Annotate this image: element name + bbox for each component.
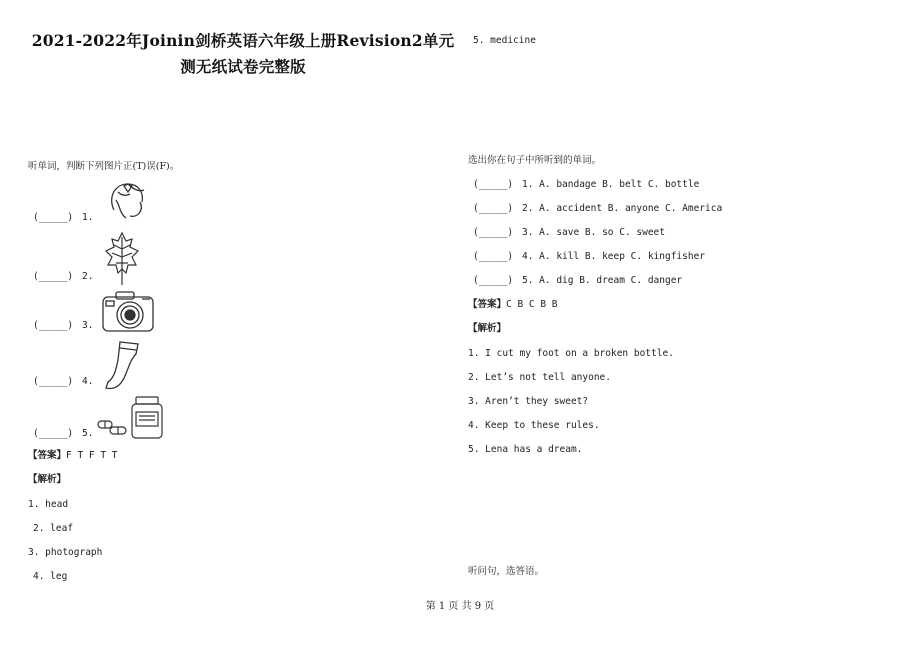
section-instruction: 选出你在句子中所听到的单词。 bbox=[468, 155, 602, 166]
question-text: 5. A. dig B. dream C. danger bbox=[522, 275, 683, 286]
analysis-line: 5. Lena has a dream. bbox=[468, 444, 583, 455]
document-title bbox=[28, 28, 458, 80]
answer-blank[interactable]: (_____) bbox=[33, 271, 74, 282]
analysis-label: 【解析】 bbox=[468, 323, 507, 334]
head-picture bbox=[104, 180, 148, 222]
answer-label: 【答案】 bbox=[468, 299, 507, 310]
question-text: 3. A. save B. so C. sweet bbox=[522, 227, 665, 238]
camera-picture bbox=[100, 289, 156, 335]
answer-text: F T F T T bbox=[66, 450, 118, 461]
answer-blank[interactable]: (_____) bbox=[33, 212, 74, 223]
item-number: 2. bbox=[82, 271, 94, 282]
answer-blank[interactable]: (_____) bbox=[473, 275, 514, 286]
title-line-1: 2021-2022年Joinin剑桥英语六年级上册Revision2单元 bbox=[31, 31, 455, 50]
section-instruction: 听单词，判断下列图片正(T)误(F)。 bbox=[28, 161, 180, 172]
title-line-2: 测无纸试卷完整版 bbox=[180, 57, 306, 76]
analysis-line: 2. Let’s not tell anyone. bbox=[468, 372, 611, 383]
item-number: 5. bbox=[82, 428, 94, 439]
analysis-line: 1. I cut my foot on a broken bottle. bbox=[468, 348, 674, 359]
page-number: 第 1 页 共 9 页 bbox=[425, 601, 495, 612]
answer-blank[interactable]: (_____) bbox=[33, 320, 74, 331]
continued-analysis-line: 5. medicine bbox=[473, 35, 536, 46]
analysis-line: 1. head bbox=[28, 499, 69, 510]
answer-key bbox=[28, 450, 118, 462]
answer-label: 【答案】 bbox=[28, 450, 67, 461]
item-number: 1. bbox=[82, 212, 94, 223]
answer-blank[interactable]: (_____) bbox=[33, 428, 74, 439]
analysis-line: 3. Aren’t they sweet? bbox=[468, 396, 589, 407]
answer-blank[interactable]: (_____) bbox=[473, 203, 514, 214]
question-text: 1. A. bandage B. belt C. bottle bbox=[522, 179, 700, 190]
question-text: 2. A. accident B. anyone C. America bbox=[522, 203, 723, 214]
answer-key bbox=[468, 299, 558, 311]
analysis-line: 2. leaf bbox=[33, 523, 74, 534]
answer-text: C B C B B bbox=[506, 299, 558, 310]
analysis-label: 【解析】 bbox=[28, 474, 67, 485]
next-section-instruction: 听问句，选答语。 bbox=[468, 566, 545, 577]
answer-blank[interactable]: (_____) bbox=[33, 376, 74, 387]
item-number: 3. bbox=[82, 320, 94, 331]
answer-blank[interactable]: (_____) bbox=[473, 251, 514, 262]
item-number: 4. bbox=[82, 376, 94, 387]
leg-picture bbox=[100, 340, 142, 392]
medicine-picture bbox=[96, 395, 170, 441]
question-text: 4. A. kill B. keep C. kingfisher bbox=[522, 251, 706, 262]
analysis-line: 3. photograph bbox=[28, 547, 103, 558]
leaf-picture bbox=[104, 231, 140, 287]
analysis-line: 4. Keep to these rules. bbox=[468, 420, 600, 431]
answer-blank[interactable]: (_____) bbox=[473, 227, 514, 238]
analysis-line: 4. leg bbox=[33, 571, 68, 582]
answer-blank[interactable]: (_____) bbox=[473, 179, 514, 190]
